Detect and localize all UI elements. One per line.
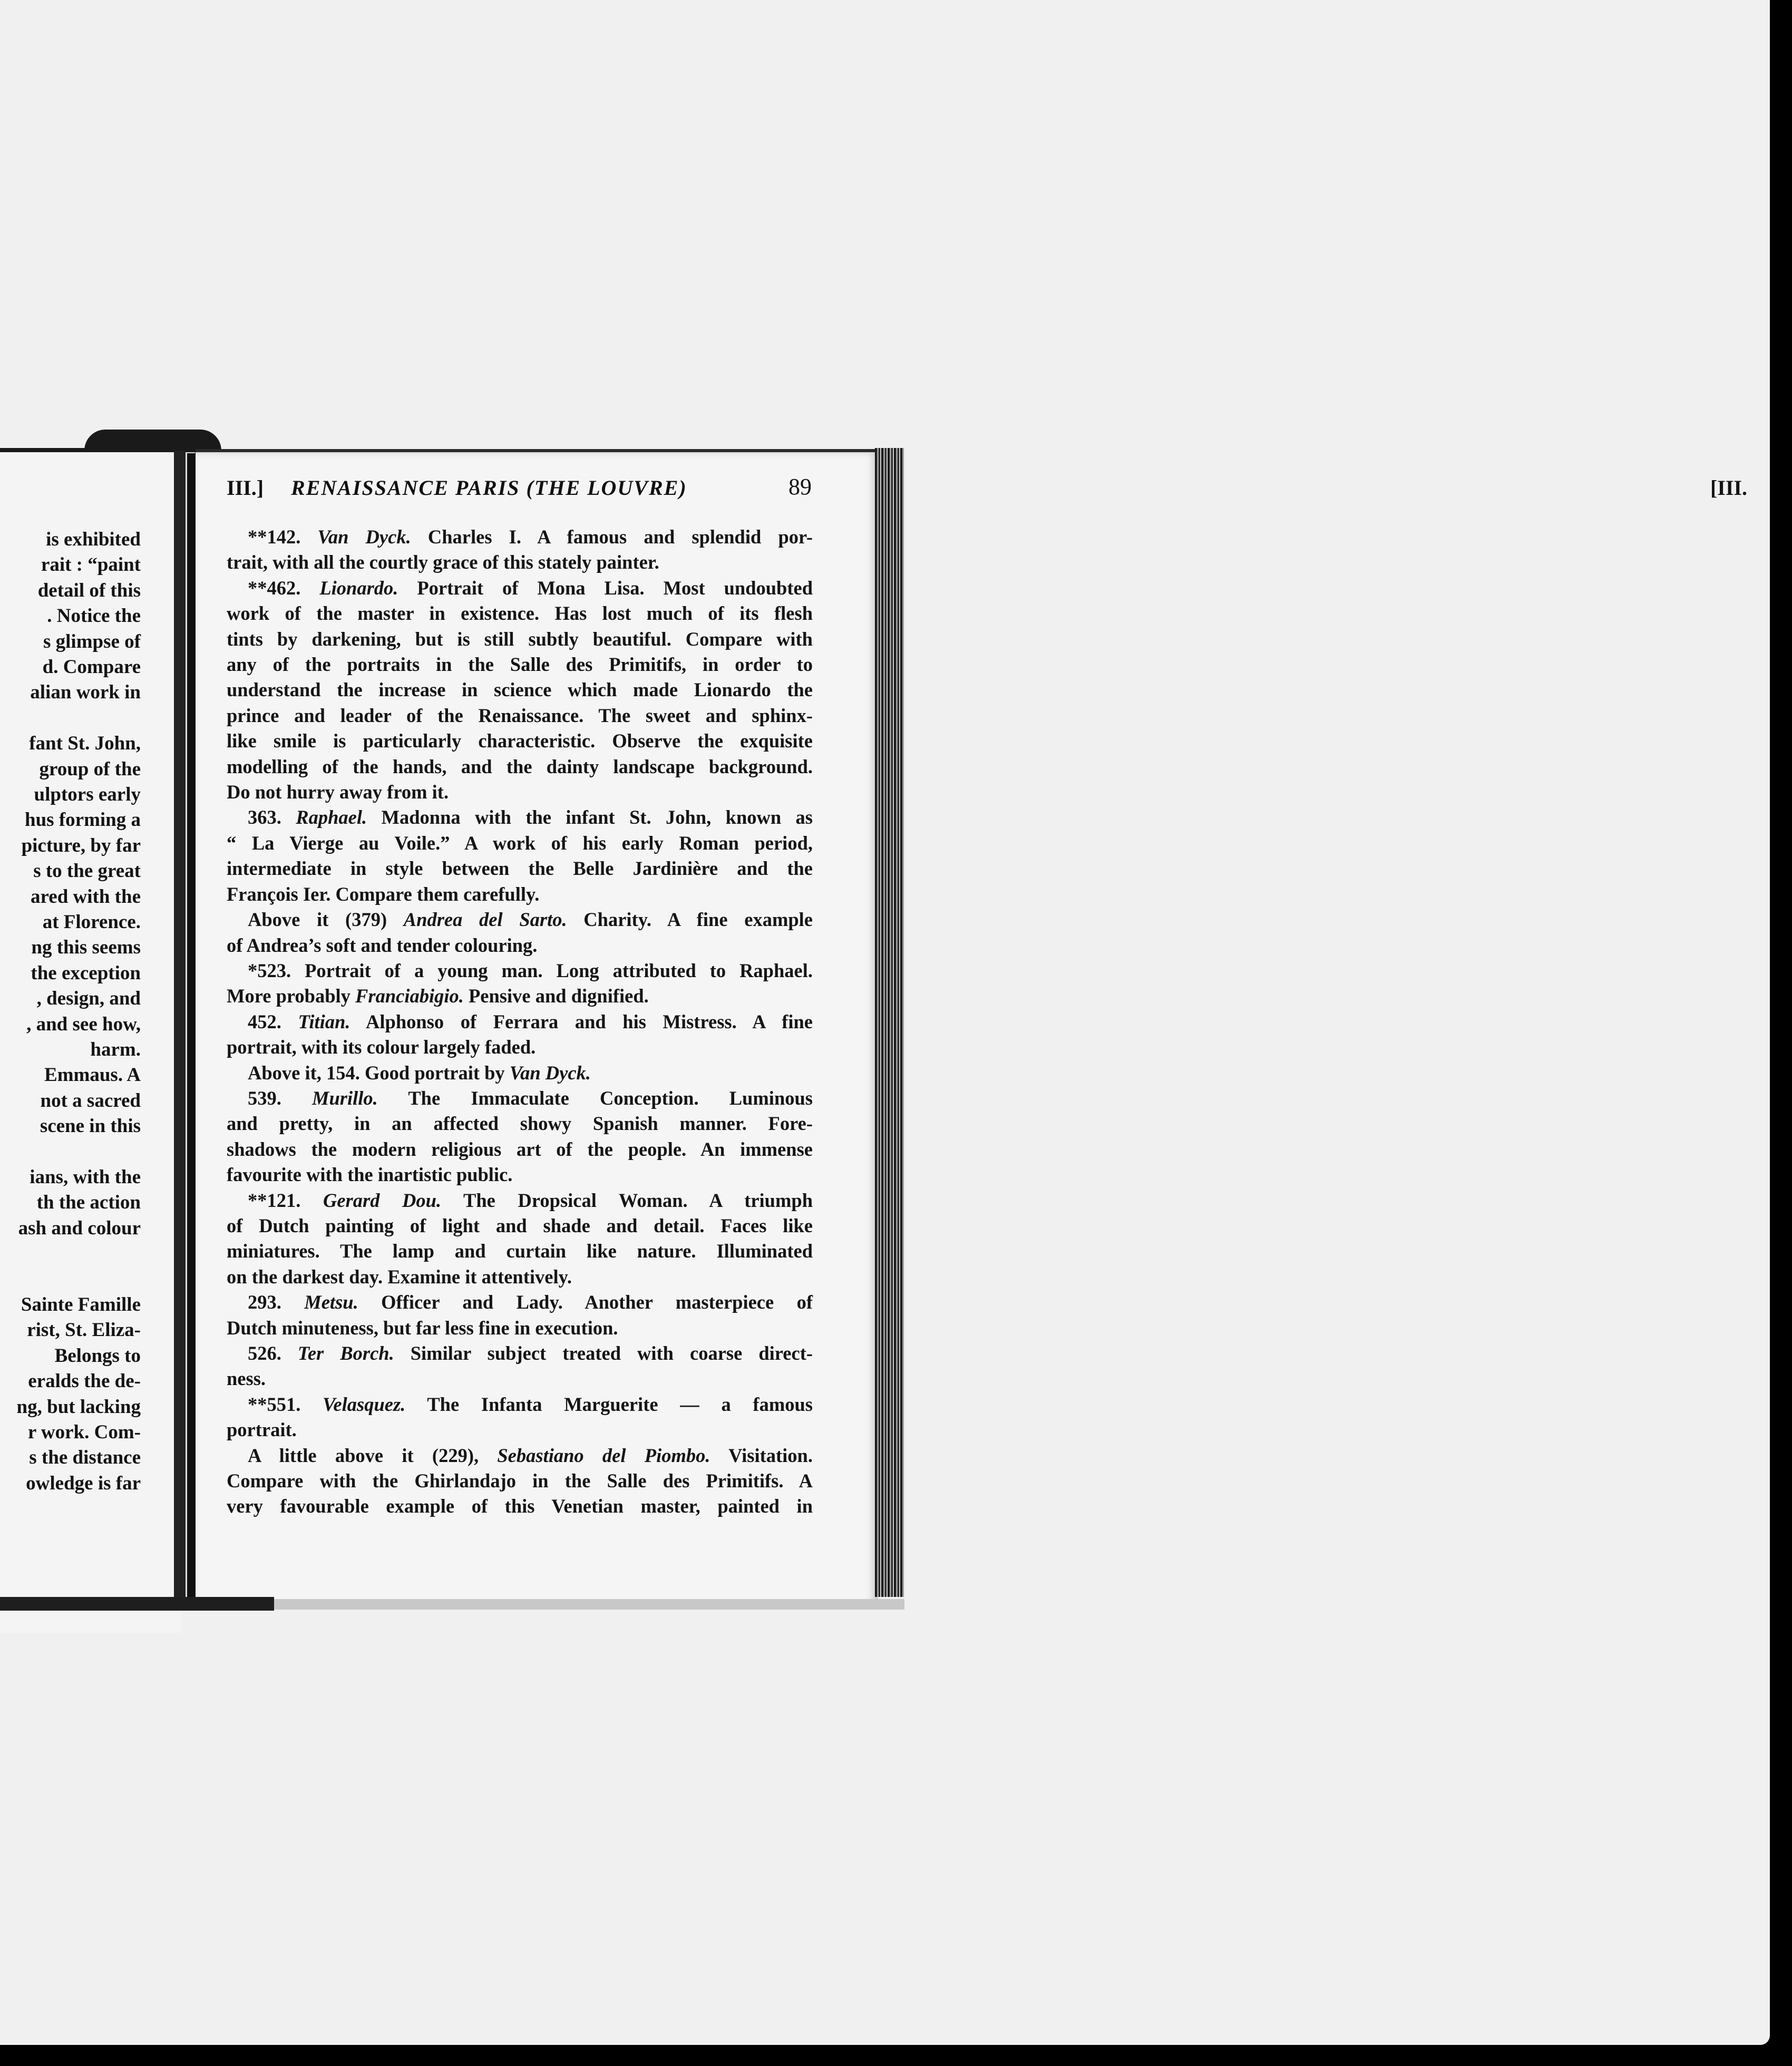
text-line [227, 907, 813, 932]
painter-name: Van Dyck. [509, 1061, 591, 1084]
text-line [227, 576, 813, 601]
text-span: **551. [248, 1393, 323, 1415]
left-page-line: harm. [90, 1039, 141, 1060]
left-page-line: fant St. John, [29, 733, 141, 755]
text-line [227, 1239, 813, 1264]
left-page-line: is exhibited [46, 529, 141, 550]
painter-name: Van Dyck. [317, 526, 411, 548]
text-line [227, 1417, 813, 1443]
text-line [227, 1392, 813, 1417]
text-line [227, 728, 813, 754]
text-line [227, 1341, 813, 1366]
left-page-line: ared with the [31, 885, 141, 908]
left-page-line: rist, St. Eliza- [27, 1319, 141, 1341]
page-number: 89 [788, 474, 812, 500]
text-span: 452. [248, 1010, 298, 1032]
header-section: III.] [227, 476, 264, 500]
page-edges [875, 448, 904, 1597]
text-span: Similar subject treated with coarse direct- [394, 1342, 813, 1364]
text-span: very favourable example of this Venetian master, painted in [227, 1495, 813, 1517]
text-line [227, 958, 813, 983]
text-span: Above it (379) [248, 909, 404, 931]
text-span: portrait, with its colour largely faded. [227, 1036, 536, 1058]
left-page-line: ians, with the [30, 1166, 141, 1188]
left-page-line: ng this seems [31, 937, 141, 959]
left-page-line: ng, but lacking [16, 1396, 141, 1418]
left-page-line: , design, and [36, 988, 141, 1010]
text-line [227, 1009, 813, 1035]
text-line [227, 805, 813, 830]
left-page-line: not a sacred [40, 1089, 141, 1112]
right-page-binding [187, 453, 196, 1602]
text-span: prince and leader of the Renaissance. The sweet and sphinx- [227, 704, 813, 726]
painter-name: Ter Borch. [297, 1342, 394, 1364]
left-page-line: d. Compare [42, 656, 141, 678]
left-page-line: Emmaus. A [44, 1064, 141, 1086]
text-span: of Andrea’s soft and tender colouring. [227, 934, 538, 956]
text-line [227, 1137, 813, 1162]
text-span: Madonna with the infant St. John, known as [367, 806, 813, 829]
text-span: 293. [248, 1291, 305, 1313]
text-span: The Immaculate Conception. Luminous [377, 1087, 813, 1109]
text-line [227, 524, 813, 550]
text-span: like smile is particularly characteristic. Observe the exquisite [227, 730, 813, 752]
right-page-bottom-edge [196, 1599, 904, 1610]
text-span: 539. [248, 1087, 313, 1109]
text-span: Dutch minuteness, but far less fine in execution. [227, 1317, 618, 1339]
left-page-line: Sainte Famille [21, 1294, 141, 1315]
left-page-line: Belongs to [54, 1344, 141, 1367]
text-span: tints by darkening, but is still subtly beautiful. Compare with [227, 628, 813, 650]
left-page-line: s glimpse of [43, 630, 141, 652]
left-page-line: . Notice the [47, 605, 141, 627]
text-line [227, 856, 813, 881]
text-span: François Ier. Compare them carefully. [227, 883, 540, 905]
text-line [227, 1188, 813, 1213]
text-span: Charity. A fine example [567, 909, 813, 931]
text-line [227, 779, 813, 805]
text-line [227, 1315, 813, 1341]
text-span: 526. [248, 1342, 298, 1364]
text-line [227, 1290, 813, 1315]
left-page-line: owledge is far [26, 1472, 141, 1494]
painter-name: Titian. [298, 1010, 350, 1032]
left-page-line: alian work in [30, 681, 141, 704]
left-page-header: [III. [1710, 476, 1747, 500]
text-line [227, 550, 813, 575]
text-span: Alphonso of Ferrara and his Mistress. A fine [350, 1010, 813, 1032]
text-line [227, 933, 813, 958]
text-line [227, 1086, 813, 1111]
text-span: More probably [227, 985, 356, 1007]
text-line [227, 1213, 813, 1239]
text-span: Pensive and dignified. [463, 985, 649, 1007]
text-span: Visitation. [710, 1444, 813, 1466]
text-line [227, 754, 813, 779]
left-page-line: at Florence. [42, 911, 141, 933]
text-line [227, 677, 813, 703]
text-span: favourite with the inartistic public. [227, 1164, 513, 1186]
text-span: **121. [248, 1189, 323, 1211]
painter-name: Andrea del Sarto. [403, 909, 567, 931]
text-line [227, 983, 813, 1009]
text-span: Do not hurry away from it. [227, 781, 449, 803]
text-line [227, 703, 813, 728]
text-line [227, 831, 813, 856]
text-line [227, 652, 813, 677]
text-span: The Dropsical Woman. A triumph [441, 1189, 813, 1211]
text-line [227, 1494, 813, 1519]
text-span: Charles I. A famous and splendid por- [411, 526, 813, 548]
left-page-line: scene in this [40, 1115, 141, 1137]
left-page-line: the exception [31, 962, 141, 984]
text-span: ness. [227, 1368, 266, 1390]
painter-name: Raphael. [296, 806, 367, 829]
left-page-line: , and see how, [26, 1013, 141, 1035]
text-span: of Dutch painting of light and shade and detail. Faces like [227, 1214, 813, 1236]
text-span: trait, with all the courtly grace of this stately painter. [227, 551, 659, 573]
left-page-line: group of the [39, 758, 141, 780]
text-line [227, 1443, 813, 1468]
painter-name: Lionardo. [319, 577, 398, 599]
left-page-text [0, 527, 182, 1528]
painter-name: Sebastiano del Piombo. [497, 1444, 710, 1466]
text-span: Officer and Lady. Another masterpiece of [358, 1291, 813, 1313]
text-span: work of the master in existence. Has lost much of its flesh [227, 602, 813, 625]
left-page-line: th the action [36, 1192, 141, 1214]
painter-name: Franciabigio. [355, 985, 464, 1007]
book-spine-bottom [0, 1597, 274, 1611]
left-page-line: rait : “paint [41, 554, 141, 576]
painter-name: Metsu. [304, 1291, 358, 1313]
text-line [227, 601, 813, 626]
text-span: Compare with the Ghirlandajo in the Salle des Primitifs. A [227, 1470, 813, 1492]
text-span: modelling of the hands, and the dainty landscape background. [227, 755, 813, 777]
text-span: on the darkest day. Examine it attentively. [227, 1265, 572, 1288]
text-span: Above it, 154. Good portrait by [248, 1061, 510, 1084]
text-line [227, 1366, 813, 1391]
text-line [227, 1264, 813, 1290]
left-page-line: detail of this [37, 579, 141, 601]
text-line [227, 1035, 813, 1060]
running-title: RENAISSANCE PARIS (THE LOUVRE) [291, 476, 687, 500]
text-span: **462. [248, 577, 320, 599]
left-page-line: s to the great [33, 860, 141, 882]
left-page-line: picture, by far [21, 834, 141, 856]
text-span: The Infanta Marguerite — a famous [405, 1393, 813, 1415]
left-page-line: hus forming a [25, 809, 141, 831]
text-line [227, 1162, 813, 1187]
left-page-line: s the distance [29, 1447, 141, 1469]
painter-name: Murillo. [312, 1087, 378, 1109]
text-span: 363. [248, 806, 296, 829]
text-line [227, 1468, 813, 1494]
text-span: understand the increase in science which made Lionardo the [227, 679, 813, 701]
text-span: intermediate in style between the Belle Jardinière and the [227, 857, 813, 880]
text-line [227, 1111, 813, 1136]
text-line [227, 882, 813, 907]
text-span: A little above it (229), [248, 1444, 498, 1466]
text-span: miniatures. The lamp and curtain like nature. Illuminated [227, 1240, 813, 1262]
page-header [227, 475, 812, 505]
left-page-line: eralds the de- [28, 1370, 141, 1392]
left-page-line: r work. Com- [27, 1421, 141, 1443]
text-span: portrait. [227, 1419, 297, 1441]
text-span: and pretty, in an affected showy Spanish manner. Fore- [227, 1113, 813, 1135]
painter-name: Velasquez. [323, 1393, 406, 1415]
painter-name: Gerard Dou. [323, 1189, 442, 1211]
text-span: *523. Portrait of a young man. Long attributed to Raphael. [248, 959, 813, 981]
text-line [227, 627, 813, 652]
left-page-line: ulptors early [34, 784, 141, 805]
text-span: “ La Vierge au Voile.” A work of his early Roman period, [227, 832, 813, 854]
text-span: **142. [248, 526, 318, 548]
left-page-line: ash and colour [18, 1217, 141, 1239]
text-span: shadows the modern religious art of the people. An immense [227, 1138, 813, 1160]
text-line [227, 1060, 813, 1086]
body-text [227, 524, 813, 1519]
text-span: any of the portraits in the Salle des Primitifs, in order to [227, 654, 813, 676]
text-span: Portrait of Mona Lisa. Most undoubted [398, 577, 813, 599]
